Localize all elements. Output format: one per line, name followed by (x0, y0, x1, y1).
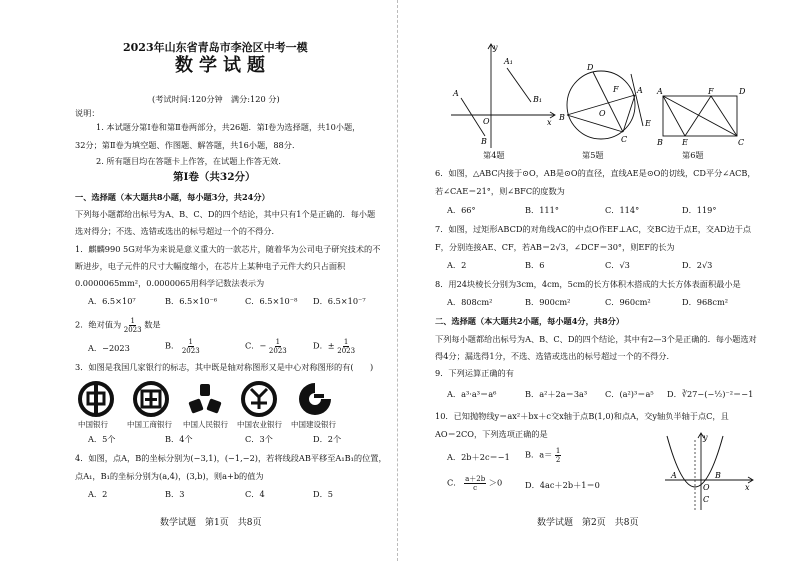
q2-option-a: A．−2023 (88, 343, 130, 353)
fig5-label-e: E (645, 119, 651, 128)
q10-option-b (525, 447, 561, 464)
q3-stem: 3．如图是我国几家银行的标志，其中既是轴对称图形又是中心对称图形的有( ) (75, 362, 374, 372)
notes-label: 说明： (75, 108, 100, 118)
peoples-bank-logo-icon (187, 381, 223, 417)
section2-title: 二、选择题（本大题共2小题，每小题4分，共8分） (435, 316, 625, 326)
q10-opt-c-den: c (473, 484, 478, 492)
q9-option-c: C．(a²)³＝a⁵ (605, 389, 654, 399)
figure-6 (655, 86, 745, 148)
fig6-label-f: F (708, 87, 714, 96)
q2-stem-tail: 数是 (144, 319, 161, 330)
footer-right: 数学试题 第2页 共8页 (537, 518, 639, 528)
bank-label-ccb: 中国建设银行 (291, 420, 336, 429)
q2-opt-d-num: 1 (343, 338, 349, 346)
q6-line-b: 若∠CAE＝21°，则∠BFC的度数为 (435, 186, 565, 196)
q4-option-c: C．4 (245, 489, 265, 499)
bank-label-pboc: 中国人民银行 (183, 420, 228, 429)
q8-option-b: B．900cm² (525, 297, 571, 307)
fig6-segment-cf (711, 96, 737, 136)
q9-option-d: D．∛27−(−½)⁻²＝−1 (667, 389, 754, 399)
q6-option-d: D．119° (682, 205, 717, 215)
bank-label-icbc: 中国工商银行 (127, 420, 172, 429)
fig5-caption: 第5题 (582, 150, 604, 160)
q10-opt-c-num: a＋2b (465, 475, 486, 483)
q2-opt-d-frac (337, 338, 355, 355)
bank-of-china-logo-icon (78, 381, 114, 417)
q1-line-b: 断进步，电子元件的尺寸大幅度缩小，在芯片上某种电子元件大约只占面积 (75, 261, 346, 271)
q8-option-c: C．960cm² (605, 297, 651, 307)
q2-opt-b-num: 1 (188, 338, 193, 346)
q4-option-a: A．2 (88, 489, 108, 499)
bank-label-abc: 中国农业银行 (237, 420, 282, 429)
note-1a: 1. 本试题分第Ⅰ卷和第Ⅱ卷两部分，共26题．第Ⅰ卷为选择题，共10小题， (96, 122, 361, 132)
q9-stem: 9．下列运算正确的有 (435, 368, 514, 378)
q1-line-a: 1．麒麟990 5G对华为来说是意义重大的一款芯片，随着华为公司电子研究技术的不 (75, 244, 381, 254)
q2-option-d (313, 338, 355, 355)
q2-opt-c-label: C．− (245, 340, 267, 351)
q7-option-d: D．2√3 (682, 260, 713, 270)
fig6-label-e: E (682, 138, 688, 147)
q1-option-d: D．6.5×10⁻⁷ (313, 296, 366, 306)
bank-label-boc: 中国银行 (78, 420, 108, 429)
fig4-label-a: A (453, 89, 459, 98)
fig10-label-x: x (745, 483, 750, 492)
fig4-segment-ab (461, 98, 485, 136)
q7-line-a: 7．如图，过矩形ABCD的对角线AC的中点O作EF⊥AC，交BC边于点E，交AD边于点 (435, 224, 752, 234)
fig5-label-b: B (559, 113, 565, 122)
fig5-label-f: F (613, 85, 619, 94)
fig10-label-o: O (703, 483, 710, 492)
q2-frac-den: 2023 (123, 326, 142, 334)
fig6-label-a: A (657, 87, 663, 96)
q4-option-b: B．3 (165, 489, 185, 499)
fig4-segment-a1b1 (507, 68, 531, 102)
q2-opt-d-label: D．± (313, 340, 335, 351)
q10-opt-b-frac (555, 447, 561, 464)
q1-line-c: 0.0000065mm²，0.0000065用科学记数法表示为 (75, 278, 265, 288)
q3-option-c: C．3个 (245, 434, 273, 444)
section2-desc-b: 得4分；漏选得1分，不选、选错或选出的标号超过一个的不得分． (435, 351, 675, 361)
fig6-caption: 第6题 (682, 150, 704, 160)
q7-option-c: C．√3 (605, 260, 630, 270)
q8-option-a: A．808cm² (447, 297, 493, 307)
q10-line-a: 10．已知抛物线y＝ax²＋bx＋c交x轴于点B(1,0)和点A，交y轴负半轴于点C，且 (435, 411, 729, 421)
fig5-chord-ac (623, 95, 635, 132)
q2-stem (75, 317, 161, 334)
fig4-label-x: x (547, 118, 552, 127)
q6-option-b: B．111° (525, 205, 559, 215)
fig10-label-b: B (715, 471, 721, 480)
q1-option-c: C．6.5×10⁻⁸ (245, 296, 298, 306)
q10-opt-b-den: 2 (555, 456, 561, 464)
q10-opt-c-tail: ＞0 (488, 477, 503, 488)
q10-opt-c-label: C． (447, 477, 462, 488)
fig10-label-c: C (703, 495, 710, 504)
q3-option-a: A．5个 (88, 434, 116, 444)
figure-5 (557, 60, 657, 150)
section1-title: 一、选择题（本大题共8小题，每小题3分，共24分） (75, 192, 270, 202)
q2-opt-c-frac (269, 338, 287, 355)
q3-option-d: D．2个 (313, 434, 342, 444)
fig5-label-a: A (637, 86, 643, 95)
figure-10 (663, 430, 755, 512)
fig6-label-c: C (738, 138, 745, 147)
part1-title: 第Ⅰ卷（共32分） (173, 171, 256, 183)
q10-opt-c-frac (464, 475, 486, 492)
q6-option-a: A．66° (447, 205, 476, 215)
fig5-label-d: D (587, 63, 594, 72)
fig4-label-b: B (481, 137, 487, 146)
icbc-logo-icon (133, 381, 169, 417)
q2-opt-c-num: 1 (275, 338, 281, 346)
fig10-label-a: A (671, 471, 677, 480)
q7-option-a: A．2 (447, 260, 467, 270)
q4-option-d: D．5 (313, 489, 333, 499)
exam-header: 2023年山东省青岛市李沧区中考一模 (123, 41, 308, 54)
ccb-logo-icon (297, 381, 333, 417)
fig6-label-b: B (657, 138, 663, 147)
q6-option-c: C．114° (605, 205, 640, 215)
q2-stem-text: 2．绝对值为 (75, 319, 122, 330)
q10-line-b: AO＝2CO，下列选项正确的是 (435, 429, 548, 439)
q1-option-a: A．6.5×10⁷ (88, 296, 136, 306)
q10-option-a: A．2b＋2c＝−1 (447, 452, 510, 462)
q7-line-b: F，分别连接AE、CF，若AB＝2√3，∠DCF＝30°，则EF的长为 (435, 242, 675, 252)
section2-desc-a: 下列每小题都给出标号为A、B、C、D的四个结论，其中有2—3个是正确的．每小题选对 (435, 334, 757, 344)
fig4-caption: 第4题 (483, 150, 505, 160)
fig4-label-o: O (483, 117, 490, 126)
fig6-label-d: D (739, 87, 745, 96)
page-right (397, 0, 794, 561)
fig4-label-a1: A₁ (504, 57, 513, 66)
note-1b: 32分；第Ⅱ卷为填空题、作图题、解答题，共16小题，88分． (75, 140, 301, 150)
q8-option-d: D．968cm² (682, 297, 729, 307)
section1-desc-a: 下列每小题都给出标号为A、B、C、D的四个结论，其中只有1个是正确的．每小题 (75, 209, 376, 219)
note-2: 2. 所有题目均在答题卡上作答，在试题上作答无效． (96, 156, 287, 166)
q2-opt-b-den: 2023 (181, 347, 200, 355)
section1-desc-b: 选对得分；不选、选错或选出的标号超过一个的不得分． (75, 226, 280, 236)
q10-option-d: D．4ac＋2b＋1＝0 (525, 480, 600, 490)
q2-opt-c-den: 2023 (268, 347, 287, 355)
q10-option-c (447, 475, 502, 492)
q10-opt-b-num: 1 (555, 447, 561, 455)
q3-option-b: B．4个 (165, 434, 193, 444)
fig4-label-b1: B₁ (533, 95, 543, 104)
q1-option-b: B．6.5×10⁻⁶ (165, 296, 218, 306)
q10-opt-b-label: B．a＝ (525, 449, 553, 460)
q9-option-b: B．a²＋2a＝3a³ (525, 389, 588, 399)
q9-option-a: A．a³·a³＝a⁶ (447, 389, 497, 399)
q4-line-a: 4．如图，点A，B的坐标分别为(−3,1)，(−1,−2)，若将线段AB平移至A₁B₁的位置， (75, 453, 387, 463)
fig5-label-c: C (621, 135, 628, 144)
fig5-label-o: O (599, 109, 606, 118)
exam-info: (考试时间:120分钟 满分:120 分) (152, 94, 280, 104)
fig5-chord-cd (593, 72, 623, 132)
abc-logo-icon (241, 381, 277, 417)
q2-opt-b-label: B． (165, 340, 180, 351)
fig5-chord-bc (567, 115, 623, 132)
q2-opt-d-den: 2023 (337, 347, 356, 355)
fig6-segment-ef (685, 96, 711, 136)
q4-line-b: 点A₁，B₁的坐标分别为(a,4)，(3,b)，则a+b的值为 (75, 471, 264, 481)
fig4-label-y: y (493, 43, 498, 52)
fig10-label-y: y (703, 433, 708, 442)
q8-stem: 8．用24块棱长分别为3cm，4cm，5cm的长方体积木搭成的大长方体表面积最小是 (435, 279, 741, 289)
figure-4 (447, 40, 557, 150)
q2-option-c (245, 338, 287, 355)
q2-fraction (124, 317, 142, 334)
footer-left: 数学试题 第1页 共8页 (160, 518, 262, 528)
q2-frac-num: 1 (130, 317, 135, 325)
q2-opt-b-frac (182, 338, 200, 355)
q7-option-b: B．6 (525, 260, 545, 270)
q6-line-a: 6．如图，△ABC内接于⊙O，AB是⊙O的直径，直线AE是⊙O的切线，CD平分∠ACB， (435, 168, 756, 178)
page-title: 数学试题 (175, 55, 271, 76)
q2-option-b (165, 338, 200, 355)
